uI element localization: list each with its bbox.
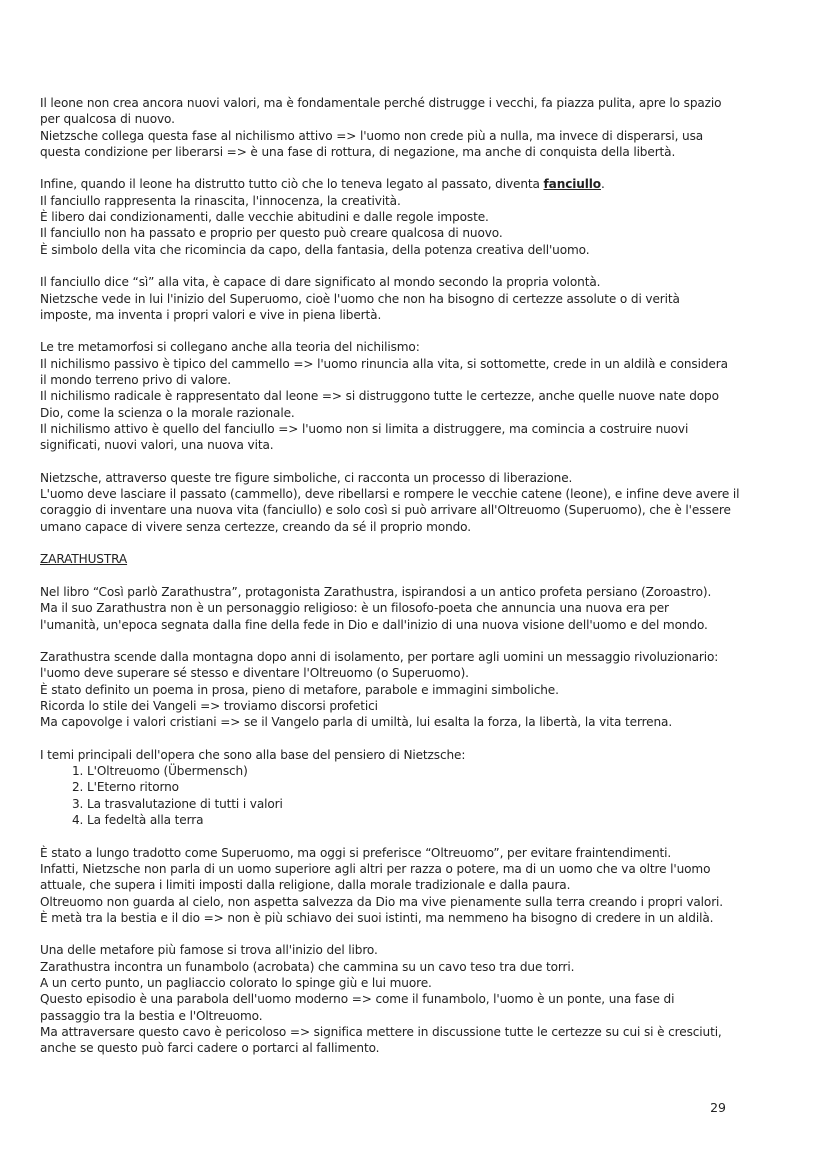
keyword-fanciullo: fanciullo (543, 177, 601, 192)
section-heading: ZARATHUSTRA (40, 552, 128, 567)
text-line: Le tre metamorfosi si collegano anche alla teoria del nichilismo: (40, 340, 420, 355)
text-line: È metà tra la bestia e il dio => non è più schiavo dei suoi istinti, ma nemmeno ha bisogno di credere in un aldilà. (40, 910, 714, 925)
text-line: Nel libro “Così parlò Zarathustra”, protagonista Zarathustra, ispirandosi a un antico profeta persiano (Zoroastro). (40, 584, 712, 599)
text-line: Ma capovolge i valori cristiani => se il Vangelo parla di umiltà, lui esalta la forza, la libertà, la vita terrena. (40, 715, 673, 730)
text-line (40, 176, 800, 192)
text-line: Zarathustra scende dalla montagna dopo anni di isolamento, per portare agli uomini un messaggio rivoluzionario: (40, 650, 719, 665)
text-line: l'umanità, un'epoca segnata dalla fine della fede in Dio e dall'inizio di una nuova visione dell'uomo e del mondo. (40, 617, 708, 632)
list-item: 4. La fedeltà alla terra (87, 812, 800, 828)
text-line: È simbolo della vita che ricomincia da capo, della fantasia, della potenza creativa dell'uomo. (40, 242, 590, 257)
text-line: È stato definito un poema in prosa, pieno di metafore, parabole e immagini simboliche. (40, 682, 559, 697)
text-line: Il leone non crea ancora nuovi valori, ma è fondamentale perché distrugge i vecchi, fa piazza pulita, apre lo spazio (40, 96, 722, 110)
text-line: coraggio di inventare una nuova vita (fanciullo) e solo così si può arrivare all'Oltreuomo (Superuomo), che è l'essere (40, 503, 731, 518)
text-line: Oltreuomo non guarda al cielo, non aspetta salvezza da Dio ma vive pienamente sulla terra creando i propri valori. (40, 894, 724, 909)
text-line: Il nichilismo passivo è tipico del cammello => l'uomo rinuncia alla vita, si sottomette, crede in un aldilà e considera (40, 356, 728, 371)
text-segment: . (601, 177, 605, 192)
text-line: Infatti, Nietzsche non parla di un uomo superiore agli altri per razza o potere, ma di un uomo che va oltre l'uomo (40, 861, 711, 876)
text-line: Il fanciullo non ha passato e proprio per questo può creare qualcosa di nuovo. (40, 226, 503, 241)
paragraph-funambolo (40, 942, 800, 1056)
paragraph-fanciullo (40, 176, 800, 257)
text-line: significati, nuovi valori, una nuova vita. (40, 438, 274, 453)
text-line: I temi principali dell'opera che sono alla base del pensiero di Nietzsche: (40, 747, 466, 762)
paragraph-libro (40, 584, 800, 633)
text-line: umano capace di vivere senza certezze, creando da sé il proprio mondo. (40, 519, 471, 534)
paragraph-nichilismo (40, 339, 800, 453)
text-line: Questo episodio è una parabola dell'uomo moderno => come il funambolo, l'uomo è un ponte, una fase di (40, 992, 675, 1007)
list-item: 3. La trasvalutazione di tutti i valori (87, 796, 800, 812)
paragraph-si-alla-vita (40, 274, 800, 323)
text-line: È stato a lungo tradotto come Superuomo, ma oggi si preferisce “Oltreuomo”, per evitare fraintendimenti. (40, 845, 672, 860)
text-line: anche se questo può farci cadere o portarci al fallimento. (40, 1041, 380, 1056)
list-item: 2. L'Eterno ritorno (87, 779, 800, 795)
text-line: Una delle metafore più famose si trova all'inizio del libro. (40, 943, 378, 958)
paragraph-liberazione (40, 470, 800, 535)
text-line: il mondo terreno privo di valore. (40, 373, 231, 388)
text-line: Ma attraversare questo cavo è pericoloso => significa mettere in discussione tutte le certezze su cui si è cresciuti, (40, 1024, 722, 1039)
text-line: per qualcosa di nuovo. (40, 112, 175, 127)
text-line: A un certo punto, un pagliaccio colorato lo spinge giù e lui muore. (40, 976, 432, 991)
text-line: l'uomo deve superare sé stesso e diventare l'Oltreuomo (o Superuomo). (40, 666, 469, 681)
text-line: Il fanciullo dice “sì” alla vita, è capace di dare significato al mondo secondo la propria volontà. (40, 275, 601, 290)
text-line: Dio, come la scienza o la morale razionale. (40, 405, 295, 420)
paragraph-montagna (40, 649, 800, 730)
text-segment: Infine, quando il leone ha distrutto tutto ciò che lo teneva legato al passato, diventa (40, 177, 544, 192)
text-line: questa condizione per liberarsi => è una fase di rottura, di negazione, ma anche di conquista della libertà. (40, 144, 676, 159)
list-item: 1. L'Oltreuomo (Übermensch) (87, 763, 800, 779)
text-line: Il nichilismo attivo è quello del fanciullo => l'uomo non si limita a distruggere, ma comincia a costruire nuovi (40, 421, 689, 436)
paragraph-oltreuomo (40, 845, 800, 926)
text-line: Zarathustra incontra un funambolo (acrobata) che cammina su un cavo teso tra due torri. (40, 959, 575, 974)
page-number: 29 (710, 1100, 726, 1115)
text-line: È libero dai condizionamenti, dalle vecchie abitudini e dalle regole imposte. (40, 210, 489, 225)
text-line: Nietzsche, attraverso queste tre figure simboliche, ci racconta un processo di liberazione. (40, 470, 573, 485)
text-line: L'uomo deve lasciare il passato (cammello), deve ribellarsi e rompere le vecchie catene (leone), e infine deve avere il (40, 487, 740, 502)
paragraph-leone (40, 95, 800, 160)
text-line: Il nichilismo radicale è rappresentato dal leone => si distruggono tutte le certezze, anche quelle nuove nate dopo (40, 389, 719, 404)
text-line: Il fanciullo rappresenta la rinascita, l'innocenza, la creatività. (40, 193, 401, 208)
text-line: Nietzsche collega questa fase al nichilismo attivo => l'uomo non crede più a nulla, ma invece di disperarsi, usa (40, 128, 704, 143)
text-line: attuale, che supera i limiti imposti dalla religione, dalla morale tradizionale e dalla paura. (40, 878, 571, 893)
text-line: Nietzsche vede in lui l'inizio del Superuomo, cioè l'uomo che non ha bisogno di certezze assolute o di verità (40, 291, 680, 306)
themes-list (40, 763, 800, 828)
text-line: Ma il suo Zarathustra non è un personaggio religioso: è un filosofo-poeta che annuncia una nuova era per (40, 601, 669, 616)
text-line: imposte, ma inventa i propri valori e vive in piena libertà. (40, 307, 382, 322)
text-line: Ricorda lo stile dei Vangeli => troviamo discorsi profetici (40, 698, 378, 713)
text-line: passaggio tra la bestia e l'Oltreuomo. (40, 1008, 263, 1023)
document-page (40, 95, 800, 1073)
